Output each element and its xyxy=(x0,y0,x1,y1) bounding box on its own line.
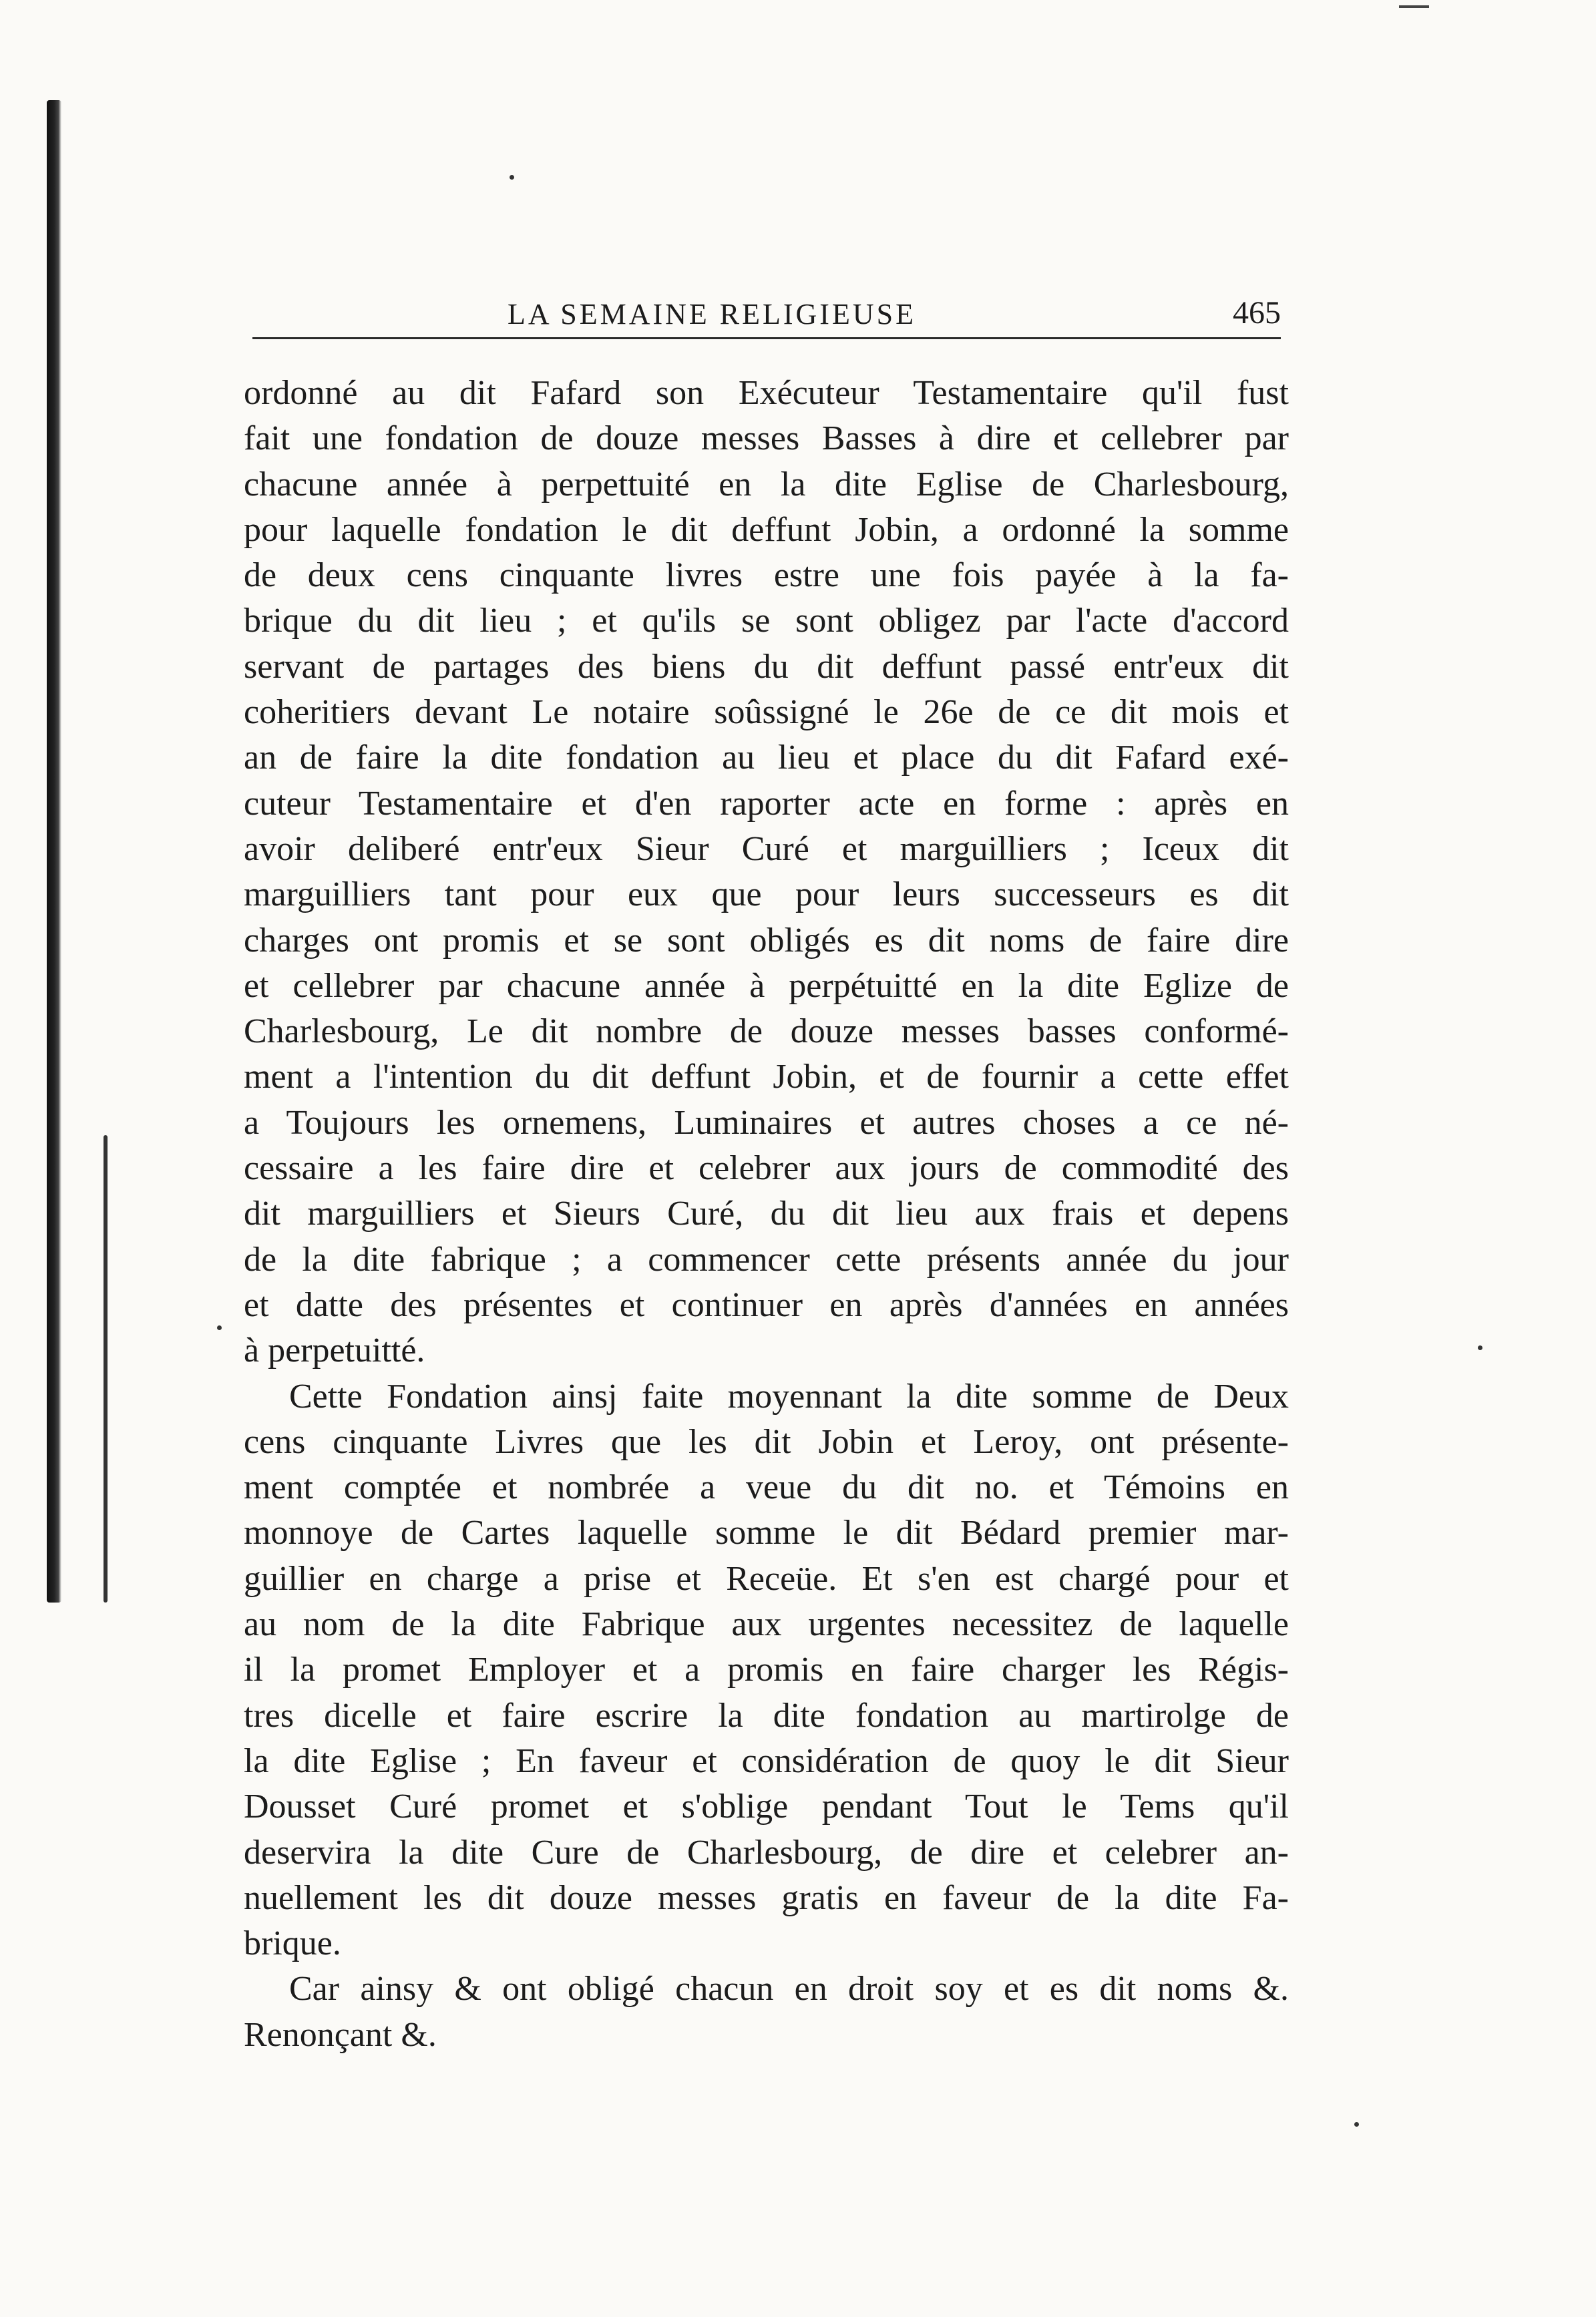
text-line: an de faire la dite fondation au lieu et place du dit Fafard exé- xyxy=(244,739,1289,777)
text-line: guillier en charge a prise et Receüe. Et s'en est chargé pour et xyxy=(244,1559,1289,1598)
text-line: et datte des présentes et continuer en après d'années en années xyxy=(244,1285,1289,1324)
text-line: cuteur Testamentaire et d'en raporter acte en forme : après en xyxy=(244,784,1289,823)
text-line: cens cinquante Livres que les dit Jobin et Leroy, ont présente- xyxy=(244,1422,1289,1461)
text-line: tres dicelle et faire escrire la dite fondation au martirolge de xyxy=(244,1696,1289,1735)
text-line: fait une fondation de douze messes Basses à dire et cellebrer par xyxy=(244,419,1289,458)
scan-speck xyxy=(217,1325,222,1330)
text-line: pour laquelle fondation le dit deffunt Jobin, a ordonné la somme xyxy=(244,510,1289,549)
text-line: Dousset Curé promet et s'oblige pendant Tout le Tems qu'il xyxy=(244,1787,1289,1826)
text-line: monnoye de Cartes laquelle somme le dit Bédard premier mar- xyxy=(244,1514,1289,1552)
scan-speck xyxy=(510,175,514,180)
text-line: avoir deliberé entr'eux Sieur Curé et marguilliers ; Iceux dit xyxy=(244,829,1289,868)
text-line: Renonçant &. xyxy=(244,2015,437,2054)
body-text xyxy=(244,371,1289,2058)
text-line: coheritiers devant Le notaire soûssigné le 26e de ce dit mois et xyxy=(244,693,1289,732)
page-binding-shadow-tail xyxy=(104,1135,108,1603)
text-line: a Toujours les ornemens, Luminaires et autres choses a ce né- xyxy=(244,1103,1289,1142)
text-line: à perpetuitté. xyxy=(244,1331,425,1370)
text-line: au nom de la dite Fabrique aux urgentes necessitez de laquelle xyxy=(244,1605,1289,1644)
text-line: nuellement les dit douze messes gratis en faveur de la dite Fa- xyxy=(244,1878,1289,1917)
paragraph-start-line: Car ainsy & ont obligé chacun en droit soy et es dit noms &. xyxy=(289,1970,1289,2009)
text-line: Charlesbourg, Le dit nombre de douze messes basses conformé- xyxy=(244,1012,1289,1051)
text-line: chacune année à perpettuité en la dite Eglise de Charlesbourg, xyxy=(244,465,1289,503)
text-line: de la dite fabrique ; a commencer cette présents année du jour xyxy=(244,1240,1289,1279)
text-line: de deux cens cinquante livres estre une fois payée à la fa- xyxy=(244,556,1289,595)
text-line: marguilliers tant pour eux que pour leurs successeurs es dit xyxy=(244,875,1289,914)
paragraph-start-line: Cette Fondation ainsj faite moyennant la dite somme de Deux xyxy=(289,1377,1289,1416)
text-line: ordonné au dit Fafard son Exécuteur Testamentaire qu'il fust xyxy=(244,374,1289,412)
text-line: et cellebrer par chacune année à perpétuitté en la dite Eglize de xyxy=(244,966,1289,1005)
page-header xyxy=(252,297,1281,339)
text-line: la dite Eglise ; En faveur et considération de quoy le dit Sieur xyxy=(244,1741,1289,1780)
text-line: ment a l'intention du dit deffunt Jobin, et de fournir a cette effet xyxy=(244,1058,1289,1096)
running-title: LA SEMAINE RELIGIEUSE xyxy=(508,298,916,331)
text-line: il la promet Employer et a promis en faire charger les Régis- xyxy=(244,1651,1289,1689)
scan-speck xyxy=(1354,2122,1359,2127)
text-line: deservira la dite Cure de Charlesbourg, de dire et celebrer an- xyxy=(244,1833,1289,1872)
text-line: brique du dit lieu ; et qu'ils se sont obligez par l'acte d'accord xyxy=(244,602,1289,640)
page-binding-shadow xyxy=(47,100,61,1603)
text-line: cessaire a les faire dire et celebrer aux jours de commodité des xyxy=(244,1149,1289,1188)
text-line: brique. xyxy=(244,1924,341,1963)
scan-corner-mark xyxy=(1399,5,1429,8)
text-line: dit marguilliers et Sieurs Curé, du dit lieu aux frais et depens xyxy=(244,1195,1289,1233)
page-number: 465 xyxy=(1233,295,1281,331)
scan-speck xyxy=(1478,1345,1482,1350)
text-line: charges ont promis et se sont obligés es dit noms de faire dire xyxy=(244,921,1289,960)
text-line: servant de partages des biens du dit deffunt passé entr'eux dit xyxy=(244,647,1289,686)
text-line: ment comptée et nombrée a veue du dit no. et Témoins en xyxy=(244,1468,1289,1507)
